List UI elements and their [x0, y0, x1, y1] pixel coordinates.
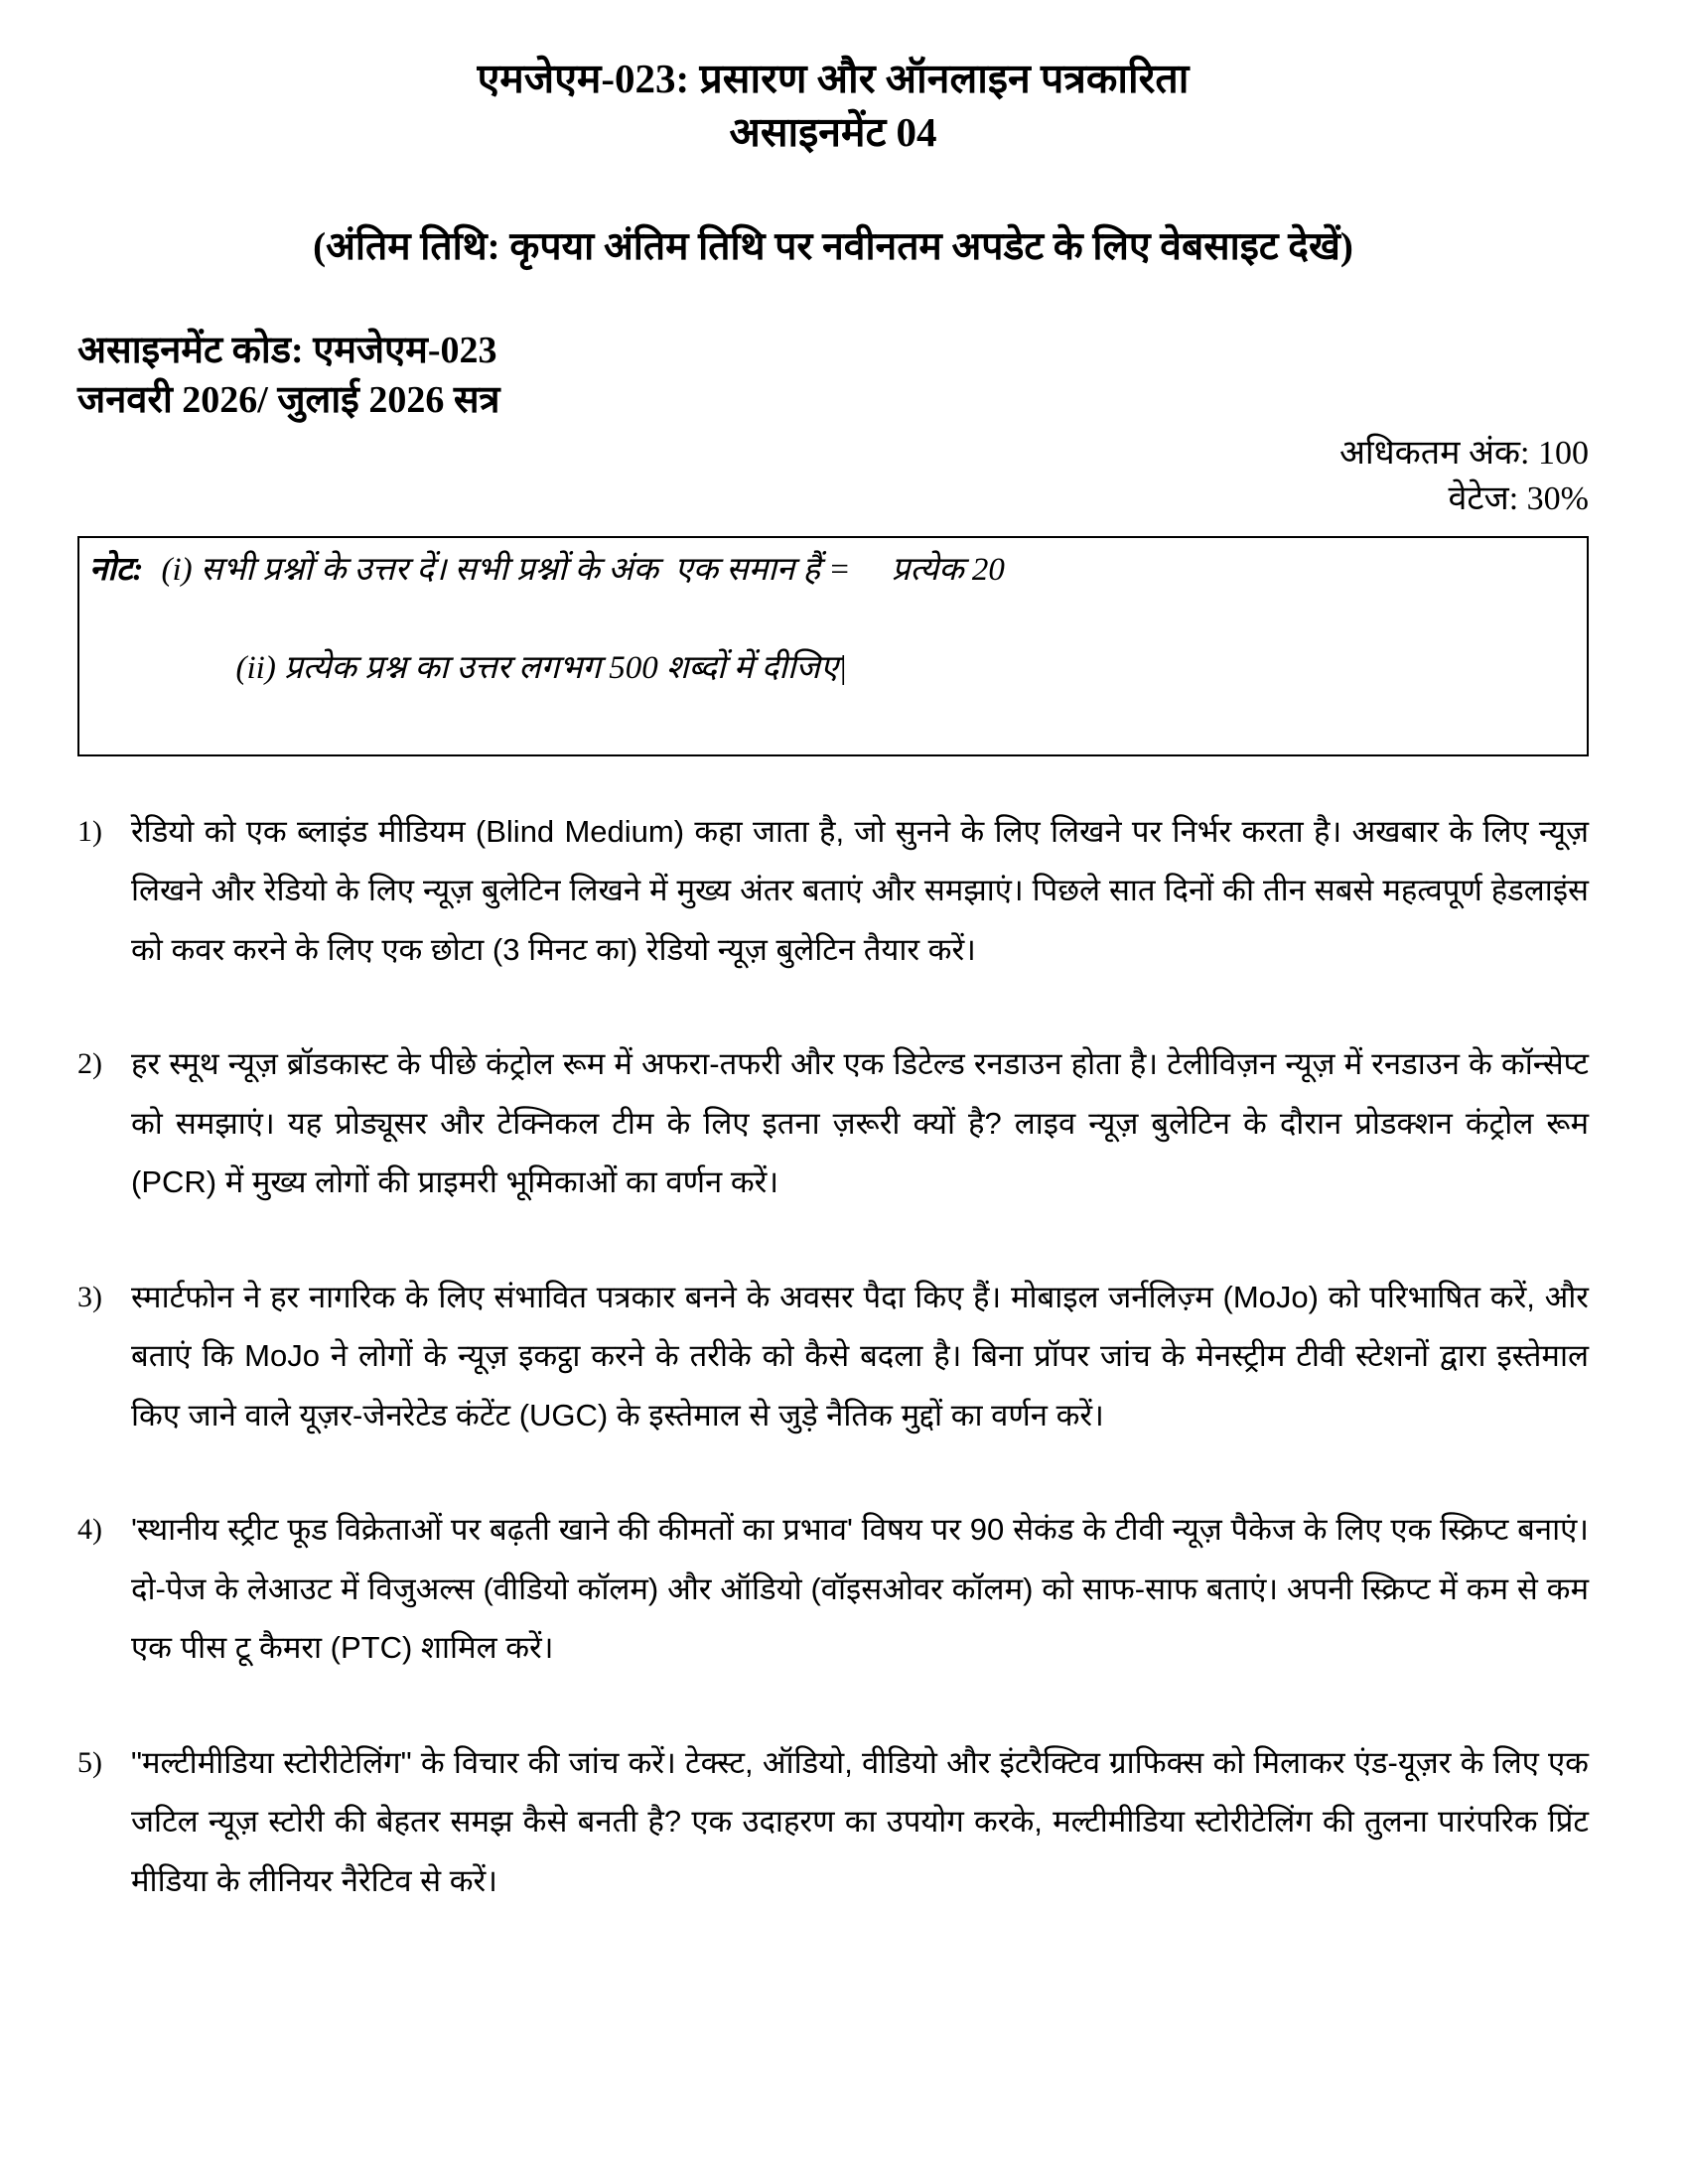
question-number: 3): [77, 1280, 102, 1313]
question-item-5: [77, 1733, 1589, 1911]
document-title-block: [77, 52, 1589, 159]
question-text: स्मार्टफोन ने हर नागरिक के लिए संभावित पत्रकार बनने के अवसर पैदा किए हैं। मोबाइल जर्नलिज़्म (MoJo) को परिभाषित करें, और बताएं कि MoJo ने लोगों के न्यूज़ इकट्ठा करने के तरीके को कैसे बदला है। बिना प्रॉपर जांच के मेनस्ट्रीम टीवी स्टेशनों द्वारा इस्तेमाल किए जाने वाले यूज़र-जेनरेटेड कंटेंट (UGC) के इस्तेमाल से जुड़े नैतिक मुद्दों का वर्णन करें।: [131, 1279, 1589, 1433]
question-text: "मल्टीमीडिया स्टोरीटेलिंग" के विचार की जांच करें। टेक्स्ट, ऑडियो, वीडियो और इंटरैक्टिव ग्राफिक्स को मिलाकर एंड-यूज़र के लिए एक जटिल न्यूज़ स्टोरी की बेहतर समझ कैसे बनती है? एक उदाहरण का उपयोग करके, मल्टीमीडिया स्टोरीटेलिंग की तुलना पारंपरिक प्रिंट मीडिया के लीनियर नैरेटिव से करें।: [131, 1744, 1589, 1898]
assignment-code: असाइनमेंट कोड: एमजेएम-023: [77, 330, 497, 372]
question-item-4: [77, 1500, 1589, 1678]
deadline-note: (अंतिम तिथि: कृपया अंतिम तिथि पर नवीनतम अपडेट के लिए वेबसाइट देखें): [313, 225, 1353, 269]
question-item-1: [77, 802, 1589, 980]
question-text: रेडियो को एक ब्लाइंड मीडियम (Blind Medium) कहा जाता है, जो सुनने के लिए लिखने पर निर्भर करता है। अखबार के लिए न्यूज़ लिखने और रेडियो के लिए न्यूज़ बुलेटिन लिखने में मुख्य अंतर बताएं और समझाएं। पिछले सात दिनों की तीन सबसे महत्वपूर्ण हेडलाइंस को कवर करने के लिए एक छोटा (3 मिनट का) रेडियो न्यूज़ बुलेटिन तैयार करें।: [131, 813, 1589, 967]
question-number: 1): [77, 814, 102, 848]
note-box: [77, 536, 1589, 756]
question-number: 5): [77, 1745, 102, 1779]
session-line: जनवरी 2026/ जुलाई 2026 सत्र: [77, 378, 500, 421]
weightage-line: [77, 477, 1589, 522]
max-marks-value: 100: [1538, 435, 1589, 472]
note-item-2: (ii) प्रत्येक प्रश्न का उत्तर लगभग 500 शब्दों में दीजिए|: [235, 649, 848, 686]
question-number: 2): [77, 1047, 102, 1081]
question-number: 4): [77, 1513, 102, 1547]
weightage-label: वेटेज:: [1448, 479, 1519, 517]
max-marks-label: अधिकतम अंक:: [1338, 435, 1530, 472]
question-list: [77, 802, 1589, 1911]
note-line-1: [89, 546, 1573, 596]
assignment-code-block: [77, 327, 1589, 425]
note-line-2: [89, 595, 1573, 743]
course-title: एमजेएम-023: प्रसारण और ऑनलाइन पत्रकारिता: [477, 56, 1190, 101]
question-item-3: [77, 1268, 1589, 1445]
weightage-value: 30%: [1526, 479, 1589, 517]
assignment-title: असाइनमेंट 04: [729, 109, 937, 156]
note-label: नोट:: [89, 551, 144, 588]
max-marks-line: [77, 431, 1589, 477]
note-item-1: (i) सभी प्रश्नों के उत्तर दें। सभी प्रश्नों के अंक एक समान हैं = प्रत्येक 20: [161, 551, 1005, 588]
question-item-2: [77, 1034, 1589, 1212]
marks-block: [77, 431, 1589, 522]
question-text: हर स्मूथ न्यूज़ ब्रॉडकास्ट के पीछे कंट्रोल रूम में अफरा-तफरी और एक डिटेल्ड रनडाउन होता है। टेलीविज़न न्यूज़ में रनडाउन के कॉन्सेप्ट को समझाएं। यह प्रोड्यूसर और टेक्निकल टीम के लिए इतना ज़रूरी क्यों है? लाइव न्यूज़ बुलेटिन के दौरान प्रोडक्शन कंट्रोल रूम (PCR) में मुख्य लोगों की प्राइमरी भूमिकाओं का वर्णन करें।: [131, 1046, 1589, 1200]
question-text: 'स्थानीय स्ट्रीट फूड विक्रेताओं पर बढ़ती खाने की कीमतों का प्रभाव' विषय पर 90 सेकंड के टीवी न्यूज़ पैकेज के लिए एक स्क्रिप्ट बनाएं। दो-पेज के लेआउट में विजुअल्स (वीडियो कॉलम) और ऑडियो (वॉइसओवर कॉलम) को साफ-साफ बताएं। अपनी स्क्रिप्ट में कम से कम एक पीस टू कैमरा (PTC) शामिल करें।: [131, 1512, 1589, 1666]
